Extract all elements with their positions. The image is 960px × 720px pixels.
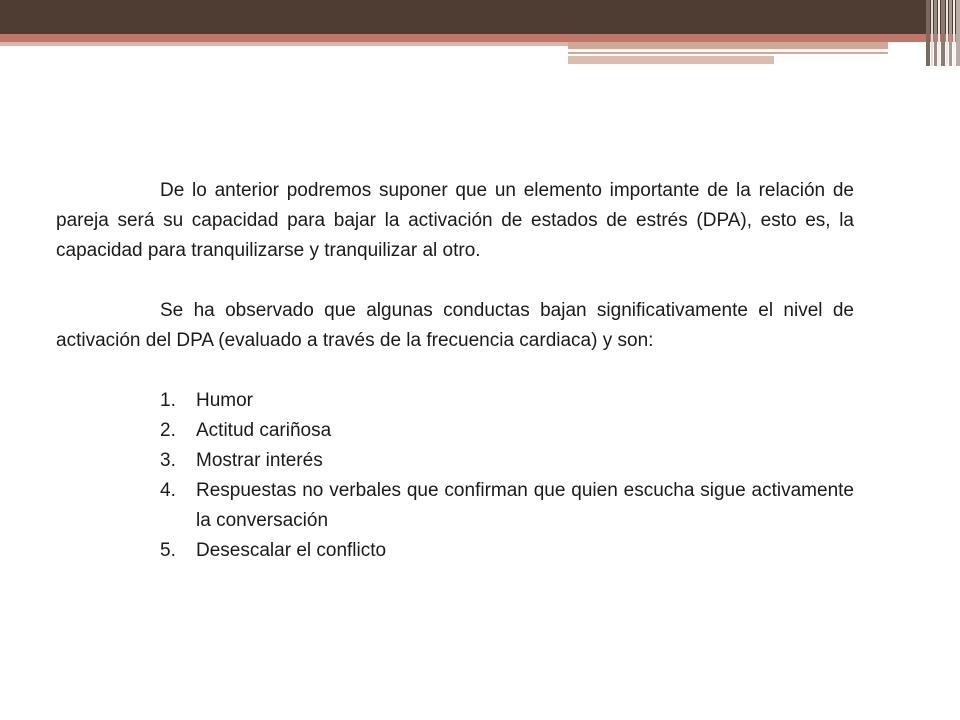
list-item-number: 3. — [160, 450, 176, 471]
behaviors-list — [56, 386, 854, 566]
list-item — [160, 386, 854, 416]
list-item — [160, 536, 854, 566]
list-item-text: Actitud cariñosa — [196, 420, 332, 441]
paragraph-intro: De lo anterior podremos suponer que un elemento importante de la relación de pareja será su capacidad para bajar la activación de estados de estrés (DPA), esto es, la capacidad para tranquilizarse y tranquilizar al otro. — [56, 180, 854, 261]
accent-divider — [568, 49, 888, 52]
list-item-number: 2. — [160, 420, 176, 441]
slide-content — [56, 176, 854, 566]
accent-line-right — [568, 42, 888, 54]
paragraph-observations: Se ha observado que algunas conductas bajan significativamente el nivel de activación del DPA (evaluado a través de la frecuencia cardiaca) y son: — [56, 300, 854, 351]
accent-line-left — [0, 42, 568, 46]
list-item — [160, 416, 854, 446]
list-item-number: 1. — [160, 390, 176, 411]
list-item-text: Desescalar el conflicto — [196, 540, 387, 561]
list-item-number: 4. — [160, 480, 176, 501]
list-item-text: Respuestas no verbales que confirman que quien escucha sigue activamente la conversación — [196, 480, 854, 531]
header-bar — [0, 0, 960, 34]
list-item-number: 5. — [160, 540, 176, 561]
decorative-stripes — [926, 0, 960, 66]
list-item — [160, 446, 854, 476]
list-item — [160, 476, 854, 536]
accent-bar — [0, 34, 960, 42]
list-item-text: Mostrar interés — [196, 450, 323, 471]
list-item-text: Humor — [196, 390, 254, 411]
accent-line-lower — [568, 56, 774, 64]
